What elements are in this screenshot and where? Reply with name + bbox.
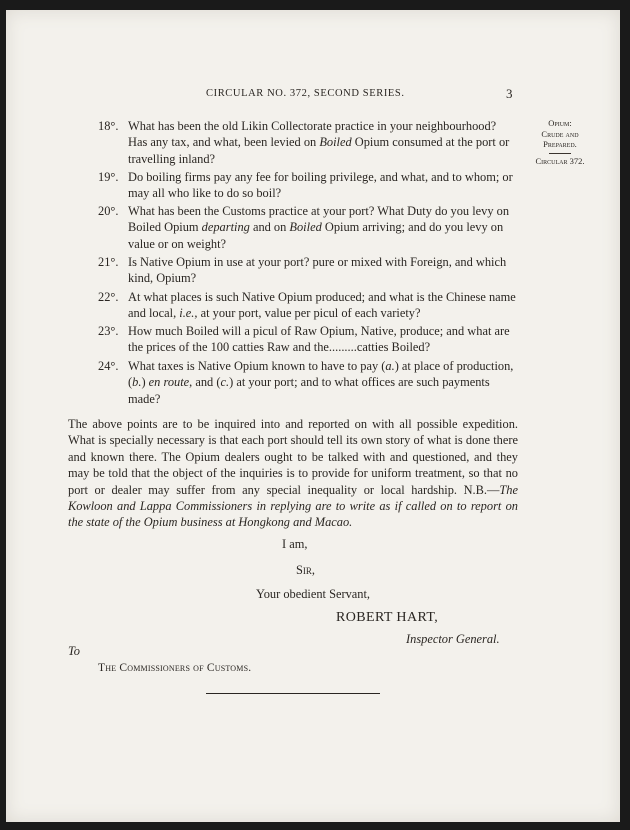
document-page [6, 10, 620, 822]
question-text: Is Native Opium in use at your port? pure or mixed with Foreign, and which kind, Opium? [128, 255, 507, 286]
signature-name: ROBERT HART, [336, 610, 439, 625]
question-19 [98, 169, 518, 202]
margin-note [521, 118, 599, 166]
margin-note-line: Prepared. [543, 139, 577, 149]
question-24 [98, 358, 518, 407]
question-text: What has been the old Likin Collectorate practice in your neighbourhood? Has any tax, and what, been levied on Boiled Opium consumed at the port or travelling inland? [128, 119, 510, 166]
question-number: 21°. [98, 255, 119, 269]
question-text: How much Boiled will a picul of Raw Opium, Native, produce; and what are the prices of the 100 catties Raw and the.........catties Boiled? [128, 324, 510, 355]
margin-note-line: Crude and [541, 128, 579, 139]
question-number: 24°. [98, 359, 119, 373]
margin-note-line: Circular 372. [535, 155, 585, 166]
addressee-name: The Commissioners of Customs. [98, 662, 252, 674]
signoff-i-am: I am, [282, 537, 308, 551]
question-number: 22°. [98, 290, 119, 304]
question-20 [98, 203, 518, 252]
signoff-servant: Your obedient Servant, [256, 587, 371, 601]
question-21 [98, 254, 518, 287]
question-22 [98, 289, 518, 322]
running-header: CIRCULAR NO. 372, SECOND SERIES. [206, 88, 405, 99]
question-number: 19°. [98, 170, 119, 184]
closing-rule [206, 693, 380, 694]
question-text: Do boiling firms pay any fee for boiling privilege, and what, and to whom; or may all who like to do so boil? [128, 170, 513, 201]
page-number: 3 [506, 86, 513, 101]
closing-paragraph: The above points are to be inquired into and reported on with all possible expedition. What is specially necessary is that each port should tell its own story of what is done there and known there. The Opium dealers ought to be talked with and questioned, and they may be told that the object of the inquiries is to provide for uniform treatment, so that no port or dealer may suffer from any special inequality or local hardship. N.B.—The Kowloon and Lappa Commissioners in replying are to write as if called on to report on the state of the Opium business at Hongkong and Macao. [68, 417, 518, 530]
nb-note: The Kowloon and Lappa Commissioners in replying are to write as if called on to report on the state of the Opium business at Hongkong and Macao. [68, 482, 518, 530]
question-text: What taxes is Native Opium known to have to pay (a.) at place of production, (b.) en route, and (c.) at your port; and to what offices are such payments made? [128, 359, 514, 406]
margin-note-divider [549, 153, 571, 154]
question-number: 23°. [98, 324, 119, 338]
question-18 [98, 118, 518, 167]
question-number: 18°. [98, 119, 119, 133]
signoff-sir: Sir, [296, 563, 315, 577]
signature-title: Inspector General. [406, 632, 500, 646]
margin-note-line: Opium: [548, 118, 572, 128]
question-23 [98, 323, 518, 356]
question-number: 20°. [98, 204, 119, 218]
question-text: At what places is such Native Opium produced; and what is the Chinese name and local, i.e., at your port, value per picul of each variety? [128, 290, 516, 321]
addressee-to: To [68, 644, 80, 658]
question-text: What has been the Customs practice at your port? What Duty do you levy on Boiled Opium departing and on Boiled Opium arriving; and do you levy on value or on weight? [128, 204, 510, 251]
